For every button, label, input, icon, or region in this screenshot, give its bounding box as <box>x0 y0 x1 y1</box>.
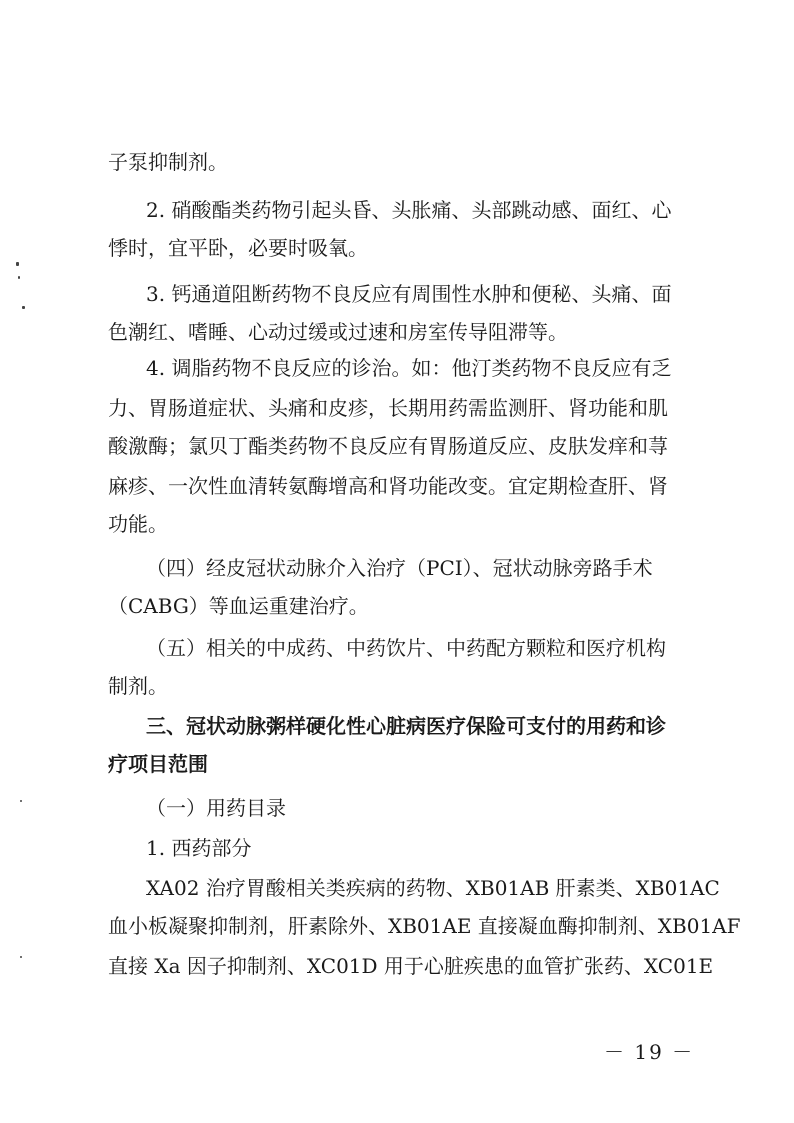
text-line: 悸时，宜平卧，必要时吸氧。 <box>108 236 368 260</box>
scan-mark <box>22 306 25 309</box>
text-line: 3. 钙通道阻断药物不良反应有周围性水肿和便秘、头痛、面 <box>146 282 672 306</box>
section-heading: 三、冠状动脉粥样硬化性心脏病医疗保险可支付的用药和诊 <box>146 714 666 738</box>
scan-mark <box>20 800 22 802</box>
text-line: （CABG）等血运重建治疗。 <box>108 594 369 618</box>
text-line: （五）相关的中成药、中药饮片、中药配方颗粒和医疗机构 <box>146 636 666 660</box>
scan-mark <box>18 276 20 279</box>
text-line: 直接 Xa 因子抑制剂、XC01D 用于心脏疾患的血管扩张药、XC01E <box>108 954 714 978</box>
subsection-heading: （一）用药目录 <box>146 796 286 820</box>
text-line: 制剂。 <box>108 674 168 698</box>
text-line: 2. 硝酸酯类药物引起头昏、头胀痛、头部跳动感、面红、心 <box>146 198 672 222</box>
page-number: － 19 － <box>604 1040 695 1064</box>
text-line: （四）经皮冠状动脉介入治疗（PCI）、冠状动脉旁路手术 <box>146 556 653 580</box>
text-line: 力、胃肠道症状、头痛和皮疹，长期用药需监测肝、肾功能和肌 <box>108 396 668 420</box>
text-line: 酸激酶；氯贝丁酯类药物不良反应有胃肠道反应、皮肤发痒和荨 <box>108 434 668 458</box>
text-line: 4. 调脂药物不良反应的诊治。如：他汀类药物不良反应有乏 <box>146 356 672 380</box>
text-line: 功能。 <box>108 512 168 536</box>
scan-mark <box>20 956 22 958</box>
scan-mark <box>16 262 19 266</box>
section-heading: 疗项目范围 <box>108 752 208 776</box>
text-line: 子泵抑制剂。 <box>108 150 228 174</box>
text-line: XA02 治疗胃酸相关类疾病的药物、XB01AB 肝素类、XB01AC <box>146 876 720 900</box>
subsection-heading: 1. 西药部分 <box>146 836 252 860</box>
text-line: 色潮红、嗜睡、心动过缓或过速和房室传导阻滞等。 <box>108 320 568 344</box>
text-line: 麻疹、一次性血清转氨酶增高和肾功能改变。宜定期检查肝、肾 <box>108 474 668 498</box>
text-line: 血小板凝聚抑制剂，肝素除外、XB01AE 直接凝血酶抑制剂、XB01AF <box>108 914 741 938</box>
